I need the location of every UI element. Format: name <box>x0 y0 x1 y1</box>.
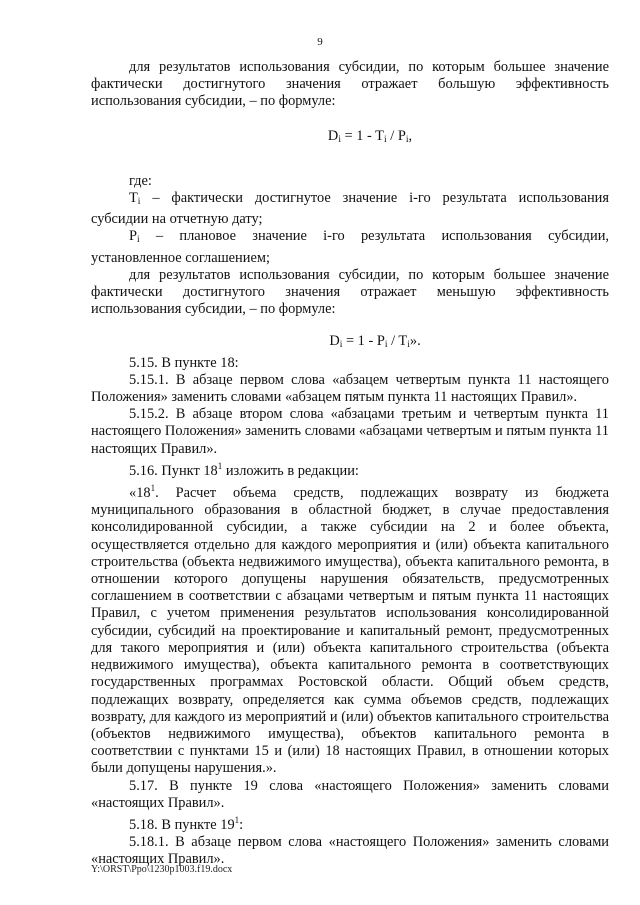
paragraph-intro-formula-2: для результатов использования субсидии, по которым большее значение фактически достигнутого значения отражает меньшую эффективность использования субсидии, – по формуле: <box>91 266 609 318</box>
formula-1: $D_i = 1 - T_i / P_i$, <box>327 127 413 145</box>
section-5-15-2: 5.15.2. В абзаце втором слова «абзацами третьим и четвертым пункта 11 настоящего Положения» заменить словами «абзацами четвертым и пятым пункта 11 настоящих Правил». <box>91 406 610 457</box>
definition-t: $T_i$ – фактически достигнутое значение i-го результата использования субсидии на отчетную дату; <box>91 190 609 228</box>
section-5-17: 5.17. В пункте 19 слова «настоящего Положения» заменить словами «настоящих Правил». <box>91 777 609 811</box>
definition-p: $P_i$ – плановое значение i-го результата использования субсидии, установленное соглашением; <box>91 228 609 266</box>
formula-2: $D_i = 1 - P_i / T_i$». <box>329 333 421 351</box>
where-label: где: <box>129 172 152 189</box>
section-5-18: 5.18. В пункте $19^1$: <box>129 814 244 833</box>
page-number: 9 <box>317 36 323 48</box>
paragraph-intro-formula-1: для результатов использования субсидии, по которым большее значение фактически достигнутого значения отражает большую эффективность использования субсидии, – по формуле: <box>91 59 609 110</box>
section-5-15: 5.15. В пункте 18: <box>129 354 239 371</box>
section-5-18-1: 5.18.1. В абзаце первом слова «настоящего Положения» заменить словами «настоящих Правил». <box>91 834 609 868</box>
footer-file-path: Y:\ORST\Ppo\1230p1003.f19.docx <box>91 864 233 875</box>
section-5-16: 5.16. Пункт $18^1$ изложить в редакции: <box>129 460 359 479</box>
quoted-paragraph-18-1: «$18^1$. Расчет объема средств, подлежащих возврату из бюджета муниципального образования в областной бюджет, в случае предоставления консолидированной субсидии, а также субсидии на 2 и более объекта, осуществляется отдельно для каждого мероприятия и (или) объекта капитального строительства (объекта недвижимого имущества), объекта капитального ремонта, в отношении которого допущены нарушения обязательств, предусмотренных соглашением в соответствии с абзацами четвертым и пятым пункта 11 настоящих Правил, с учетом применения результатов использования консолидированной субсидии, субсидий на проектирование и капитальный ремонт, предусмотренных для такого мероприятия и (или) объекта капитального строительства (объекта недвижимого имущества), объекта капитального ремонта в соответствующих государственных программах Ростовской области. Общий объем средств, подлежащих возврату, определяется как сумма объемов средств, подлежащих возврату, для каждого из мероприятий и (или) объектов капитального строительства (объектов недвижимого имущества), объектов капитального ремонта в соответствии с пунктами 15 и (или) 18 настоящих Правил, в отношении которых были допущены нарушения.». <box>91 483 609 777</box>
section-5-15-1: 5.15.1. В абзаце первом слова «абзацем четвертым пункта 11 настоящего Положения» заменить словами «абзацем пятым пункта 11 настоящих Правил». <box>91 371 609 406</box>
document-body <box>91 59 609 869</box>
